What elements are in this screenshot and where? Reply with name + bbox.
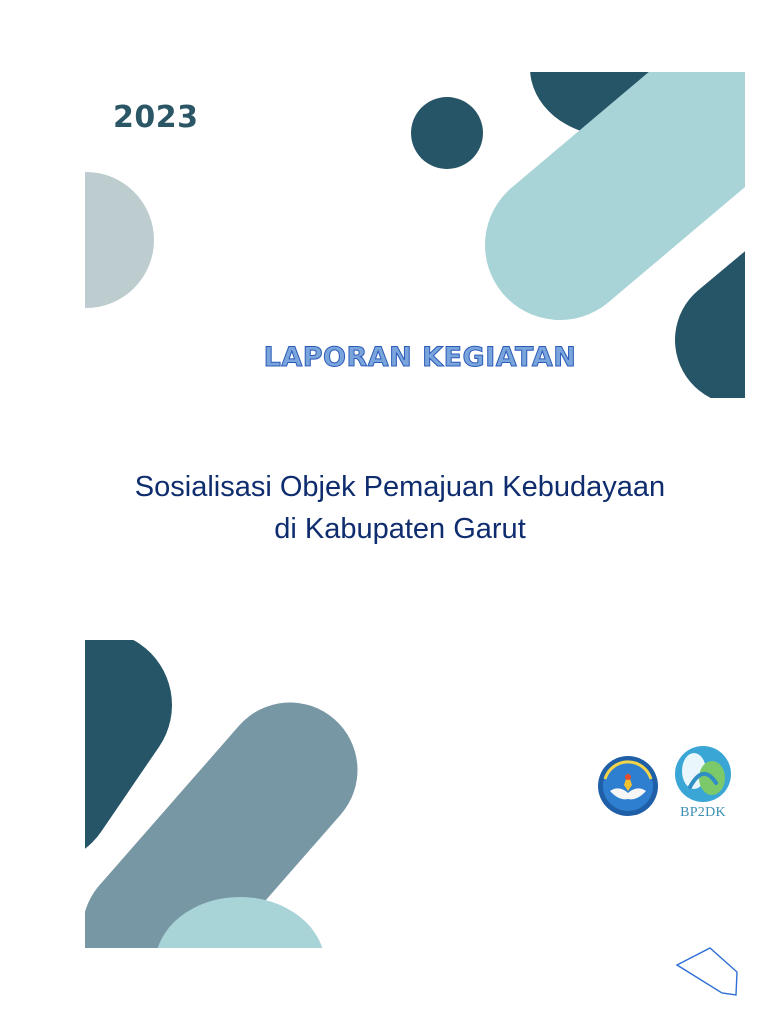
report-year: 2023 xyxy=(113,100,199,135)
document-title xyxy=(60,466,740,550)
kemdikbud-emblem-icon xyxy=(597,755,659,817)
bp2dk-emblem-icon xyxy=(670,743,736,805)
report-type-label: LAPORAN KEGIATAN xyxy=(263,342,577,373)
bp2dk-label: BP2DK xyxy=(680,805,726,820)
document-title-line-2: di Kabupaten Garut xyxy=(274,513,526,545)
bp2dk-logo xyxy=(670,743,736,825)
document-title-line-1: Sosialisasi Objek Pemajuan Kebudayaan xyxy=(134,471,666,503)
